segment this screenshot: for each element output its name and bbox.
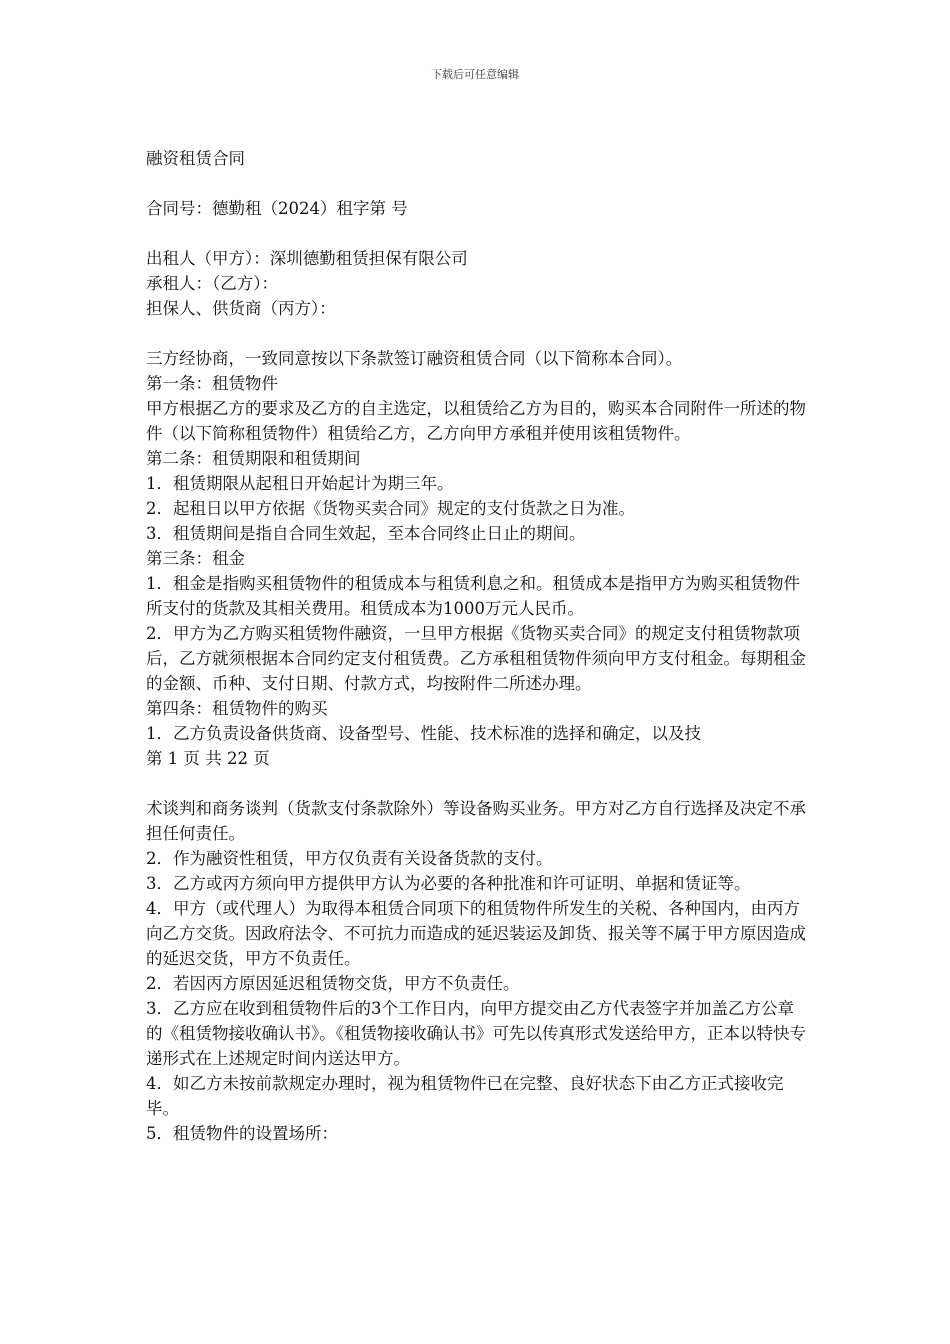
article-4-clause-1-cont: 术谈判和商务谈判（货款支付条款除外）等设备购买业务。甲方对乙方自行选择及决定不承担任何责任。 [146, 799, 806, 843]
spacer [146, 771, 810, 796]
party-lessor: 出租人（甲方）：深圳德勤租赁担保有限公司 [146, 249, 468, 268]
article-2-clause-1: 1．租赁期限从起租日开始起计为期三年。 [146, 474, 454, 493]
document-body [146, 146, 810, 1146]
page-footer: 第 1 页 共 22 页 [146, 749, 270, 768]
article-2-clause-2: 2．起租日以甲方依据《货物买卖合同》规定的支付货款之日为准。 [146, 499, 635, 518]
article-2-clause-3: 3．租赁期间是指自合同生效起，至本合同终止日止的期间。 [146, 524, 586, 543]
spacer [146, 321, 810, 346]
article-4-clause-7: 4．如乙方未按前款规定办理时，视为租赁物件已在完整、良好状态下由乙方正式接收完毕。 [146, 1074, 784, 1118]
document-title: 融资租赁合同 [146, 149, 245, 168]
article-1-body: 甲方根据乙方的要求及乙方的自主选定，以租赁给乙方为目的，购买本合同附件一所述的物件（以下简称租赁物件）租赁给乙方，乙方向甲方承租并使用该租赁物件。 [146, 399, 806, 443]
article-1-title: 第一条：租赁物件 [146, 374, 278, 393]
article-3-clause-1: 1．租金是指购买租赁物件的租赁成本与租赁利息之和。租赁成本是指甲方为购买租赁物件所支付的货款及其相关费用。租赁成本为1000万元人民币。 [146, 574, 800, 618]
article-4-clause-3: 3．乙方或丙方须向甲方提供甲方认为必要的各种批准和许可证明、单据和赁证等。 [146, 874, 751, 893]
party-lessee: 承租人：（乙方）： [146, 274, 278, 293]
article-3-title: 第三条：租金 [146, 549, 245, 568]
article-4-title: 第四条：租赁物件的购买 [146, 699, 328, 718]
spacer [146, 171, 810, 196]
article-4-clause-6: 3．乙方应在收到租赁物件后的3个工作日内，向甲方提交由乙方代表签字并加盖乙方公章的《租赁物接收确认书》。《租赁物接收确认书》可先以传真形式发送给甲方，正本以特快专递形式在上述规定时间内送达甲方。 [146, 999, 806, 1068]
contract-number: 合同号：德勤租（2024）租字第 号 [146, 199, 408, 218]
article-4-clause-8: 5．租赁物件的设置场所： [146, 1124, 338, 1143]
article-4-clause-5: 2．若因丙方原因延迟租赁物交货，甲方不负责任。 [146, 974, 520, 993]
article-4-clause-4: 4．甲方（或代理人）为取得本租赁合同项下的租赁物件所发生的关税、各种国内，由丙方向乙方交货。因政府法令、不可抗力而造成的延迟装运及卸货、报关等不属于甲方原因造成的延迟交货，甲方不负责任。 [146, 899, 806, 968]
article-4-clause-2: 2．作为融资性租赁，甲方仅负责有关设备货款的支付。 [146, 849, 553, 868]
article-4-clause-1-start: 1．乙方负责设备供货商、设备型号、性能、技术标准的选择和确定，以及技 [146, 724, 701, 743]
party-guarantor: 担保人、供货商（丙方）： [146, 299, 336, 318]
intro-paragraph: 三方经协商，一致同意按以下条款签订融资租赁合同（以下简称本合同）。 [146, 349, 683, 368]
spacer [146, 221, 810, 246]
page-header-note: 下载后可任意编辑 [431, 68, 519, 81]
article-2-title: 第二条：租赁期限和租赁期间 [146, 449, 361, 468]
article-3-clause-2: 2．甲方为乙方购买租赁物件融资，一旦甲方根据《货物买卖合同》的规定支付租赁物款项后，乙方就须根据本合同约定支付租赁费。乙方承租租赁物件须向甲方支付租金。每期租金的金额、币种、支付日期、付款方式，均按附件二所述办理。 [146, 624, 806, 693]
